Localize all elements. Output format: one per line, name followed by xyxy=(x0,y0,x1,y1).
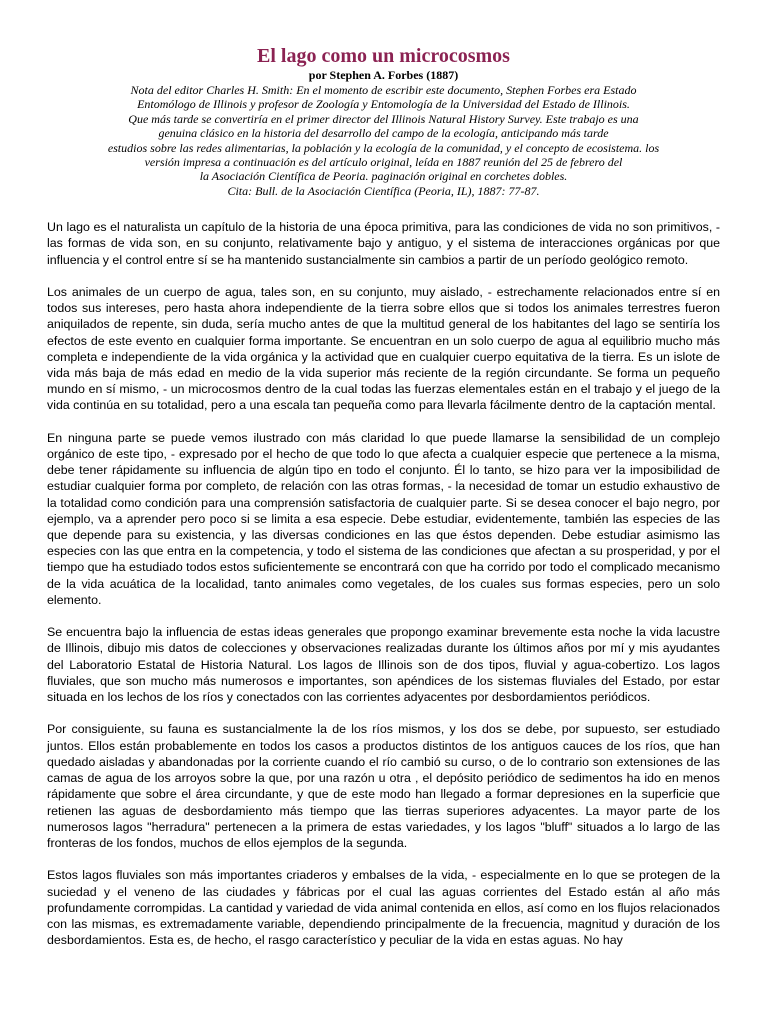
body-paragraph: Por consiguiente, su fauna es sustancialmente la de los ríos mismos, y los dos se debe, por supuesto, ser estudiado juntos. Ellos están probablemente en todos los casos a productos distintos de los antiguos cauces de los ríos, que han quedado aisladas y abandonadas por la corriente cuando el río cambió su curso, o de lo contrario son extensiones de las camas de agua de los arroyos sobre la que, por una razón u otra , el depósito periódico de sedimentos ha ido en menos rápidamente que sobre el área circundante, y que de este modo han llegado a formar depresiones en la superficie que retienen las aguas de desbordamiento más tiempo que las tierras superiores adyacentes. La mayor parte de los numerosos lagos "herradura" pertenecen a la primera de estas variedades, y los lagos "bluff" situados a lo largo de las fronteras de los fondos, muchos de ellos ejemplos de la segunda. xyxy=(47,722,720,850)
article-body xyxy=(47,219,720,948)
article-title: El lago como un microcosmos xyxy=(257,45,510,67)
article-byline: por Stephen A. Forbes (1887) xyxy=(308,68,459,82)
article-header xyxy=(47,44,720,198)
editor-note-line: estudios sobre las redes alimentarias, la población y la ecología de la comunidad, y el concepto de ecosistema. los xyxy=(107,140,660,155)
body-paragraph: Se encuentra bajo la influencia de estas ideas generales que propongo examinar brevemente esta noche la vida lacustre de Illinois, dibujo mis datos de colecciones y observaciones realizadas durante los últimos años por mí y mis ayudantes del Laboratorio Estatal de Historia Natural. Los lagos de Illinois son de dos tipos, fluvial y agua-cobertizo. Los lagos fluviales, que son mucho más numerosos e importantes, son apéndices de los sistemas fluviales del Estado, por estar situada en los lechos de los ríos y conectados con las corrientes adyacentes por desbordamientos periódicos. xyxy=(47,625,720,705)
body-paragraph: Un lago es el naturalista un capítulo de la historia de una época primitiva, para las condiciones de vida no son primitivos, - las formas de vida son, en su conjunto, relativamente bajo y antiguo, y el sistema de interacciones orgánicas por que influencia y el control entre sí se ha mantenido sustancialmente sin cambios a partir de un período geológico remoto. xyxy=(47,220,720,267)
editor-note-line: la Asociación Científica de Peoria. paginación original en corchetes dobles. xyxy=(199,169,568,184)
editor-note xyxy=(47,83,720,198)
body-paragraph: En ninguna parte se puede vemos ilustrado con más claridad lo que puede llamarse la sensibilidad de un complejo orgánico de este tipo, - expresado por el hecho de que todo lo que afecta a cualquier especie que pertenece a la misma, debe tener rápidamente su influencia de algún tipo en todo el conjunto. Él lo tanto, se hizo para ver la imposibilidad de estudiar cualquier forma por completo, de relación con las otras formas, - la necesidad de tomar un estudio exhaustivo de la totalidad como condición para una comprensión satisfactoria de cualquier parte. Si se desea conocer el bajo negro, por ejemplo, va a aprender pero poco si se limita a esa especie. Debe estudiar, evidentemente, también las especies de las que depende para su existencia, y las diversas condiciones en las que éstos dependen. Debe estudiar asimismo las especies con las que entra en la competencia, y todo el sistema de las condiciones que afectan a su prosperidad, y por el tiempo que ha estudiado todos estos suficientemente se encontrará con que ha corrido por todo el complicado mecanismo de la vida acuática de la localidad, tanto animales como vegetales, de los cuales sus formas especies, pero un solo elemento. xyxy=(47,430,720,607)
body-paragraph: Estos lagos fluviales son más importantes criaderos y embalses de la vida, - especialmente en lo que se protegen de la suciedad y el veneno de las ciudades y fábricas por el cual las aguas corrientes del Estado están al año más profundamente corrompidas. La cantidad y variedad de vida animal contenida en ellos, así como en los flujos relacionados con las mismas, es extremadamente variable, dependiendo principalmente de la frecuencia, magnitud y duración de los desbordamientos. Esta es, de hecho, el rasgo característico y peculiar de la vida en estas aguas. No hay xyxy=(47,868,720,948)
body-paragraph: Los animales de un cuerpo de agua, tales son, en su conjunto, muy aislado, - estrechamente relacionados entre sí en todos sus intereses, pero hasta ahora independiente de la tierra sobre ellos que si todos los animales terrestres fueron aniquilados de repente, sin duda, sería mucho antes de que la multitud general de los habitantes del lago se sentiría los efectos de este evento en cualquier forma importante. Se encuentran en un solo cuerpo de agua al equilibrio mucho más completa e independiente de la vida orgánica y la actividad que en cualquier cuerpo equitativa de la tierra. Es un islote de vida más baja de más edad en medio de la vida superior más reciente de la región circundante. Se forma un pequeño mundo en sí mismo, - un microcosmos dentro de la cual todas las fuerzas elementales están en el trabajo y el juego de la vida continúa en su totalidad, pero a una escala tan pequeña como para llevarla fácilmente dentro de la captación mental. xyxy=(47,285,720,413)
editor-note-line: Que más tarde se convertiría en el primer director del Illinois Natural History Survey. Este trabajo es una xyxy=(128,111,639,126)
editor-note-line: Entomólogo de Illinois y profesor de Zoología y Entomología de la Universidad del Estado de Illinois. xyxy=(137,97,630,112)
editor-note-line: genuina clásico en la historia del desarrollo del campo de la ecología, anticipando más tarde xyxy=(158,126,609,141)
editor-note-line: Cita: Bull. de la Asociación Científica (Peoria, IL), 1887: 77-87. xyxy=(227,183,540,198)
editor-note-line: versión impresa a continuación es del artículo original, leída en 1887 reunión del 25 de febrero del xyxy=(144,155,623,170)
editor-note-line: Nota del editor Charles H. Smith: En el momento de escribir este documento, Stephen Forbes era Estado xyxy=(130,83,637,97)
